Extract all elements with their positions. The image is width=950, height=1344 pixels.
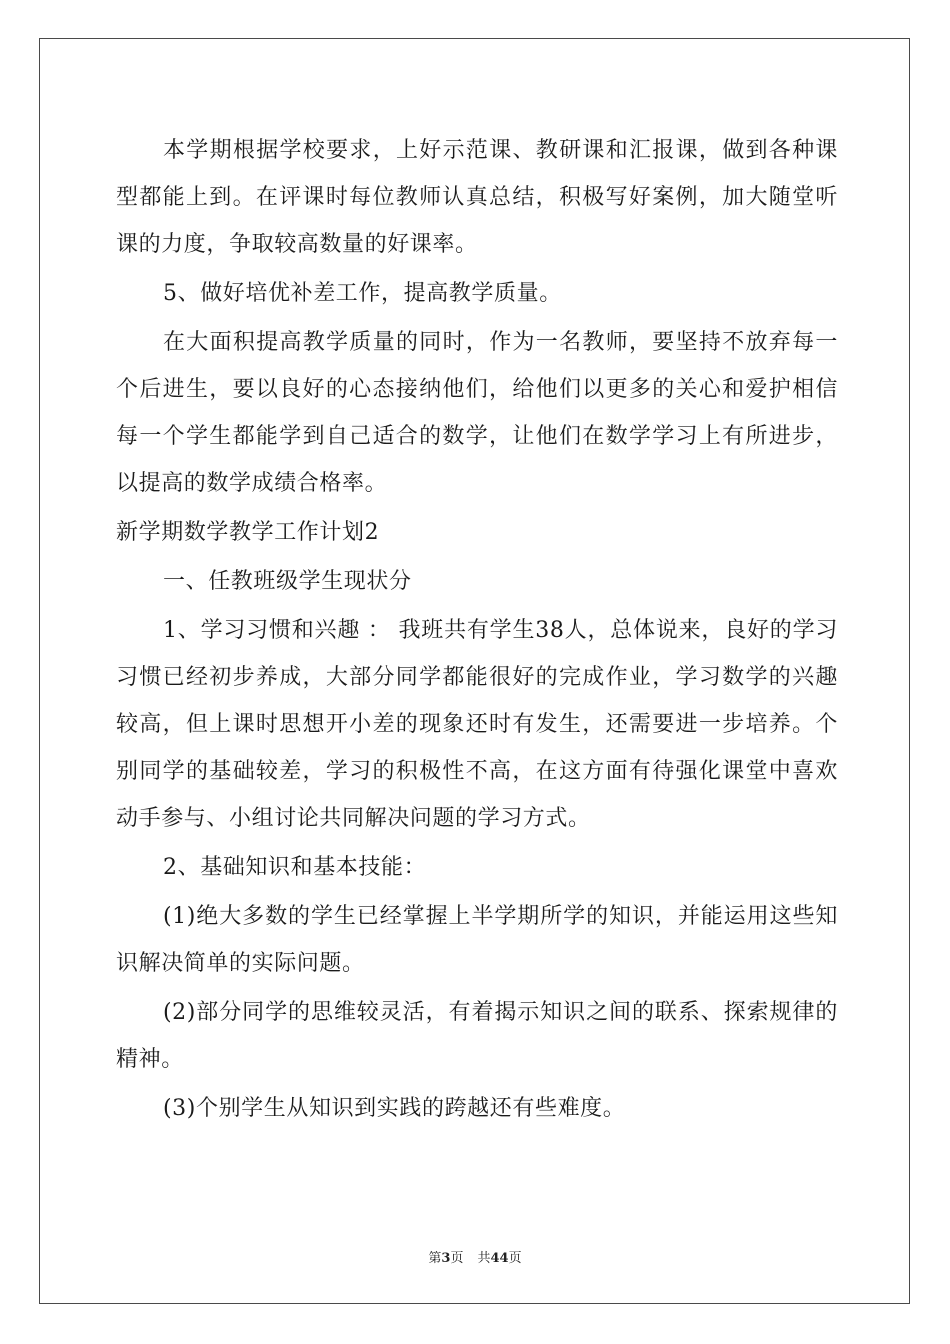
paragraph-habits-and-interest: 1、学习习惯和兴趣 ： 我班共有学生38人，总体说来，良好的学习习惯已经初步养成，大部分同学都能很好的完成作业，学习数学的兴趣较高，但上课时思想开小差的现象还时有发生，还需要进一步培养。个别同学的基础较差，学习的积极性不高，在这方面有待强化课堂中喜欢动手参与、小组讨论共同解决问题的学习方式。 (116, 618, 838, 831)
page-suffix: 页 (450, 1251, 464, 1266)
page-number: 3 (441, 1251, 451, 1266)
page-prefix: 第 (428, 1251, 442, 1266)
paragraph-basic-skills-heading: 2、基础知识和基本技能： (163, 855, 427, 880)
total-pages: 44 (490, 1251, 509, 1266)
section-title-plan-2: 新学期数学教学工作计划2 (116, 520, 380, 545)
paragraph-class-analysis-heading: 一、任教班级学生现状分 (163, 569, 412, 594)
paragraph-struggling-students: 在大面积提高教学质量的同时，作为一名教师，要坚持不放弃每一个后进生，要以良好的心态接纳他们，给他们以更多的关心和爱护相信每一个学生都能学到自己适合的数学，让他们在数学学习上有所进步，以提高的数学成绩合格率。 (116, 330, 838, 496)
paragraph-demo-lessons: 本学期根据学校要求，上好示范课、教研课和汇报课，做到各种课型都能上到。在评课时每位教师认真总结，积极写好案例，加大随堂听课的力度，争取较高数量的好课率。 (116, 138, 838, 257)
paragraph-point-2: (2)部分同学的思维较灵活，有着揭示知识之间的联系、探索规律的精神。 (116, 1000, 838, 1072)
total-prefix: 共 (477, 1251, 491, 1266)
paragraph-point-1: (1)绝大多数的学生已经掌握上半学期所学的知识，并能运用这些知识解决简单的实际问题。 (116, 904, 838, 976)
page-footer (0, 1247, 950, 1266)
paragraph-point-3: (3)个别学生从知识到实践的跨越还有些难度。 (163, 1096, 626, 1121)
paragraph-item-5-heading: 5、做好培优补差工作，提高教学质量。 (163, 281, 562, 306)
total-suffix: 页 (508, 1251, 522, 1266)
document-body (116, 127, 838, 1134)
